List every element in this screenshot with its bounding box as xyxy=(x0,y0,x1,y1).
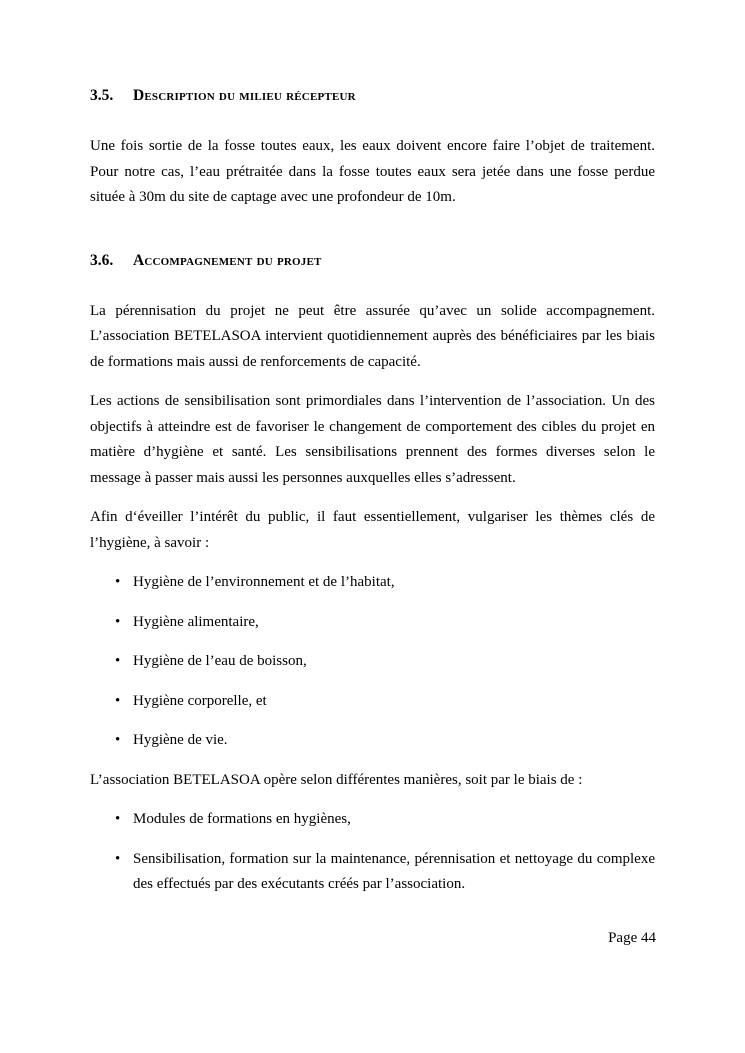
page-number: Page 44 xyxy=(608,930,656,946)
hygiene-list xyxy=(90,570,655,754)
paragraph-association-opere: L’association BETELASOA opère selon différentes manières, soit par le biais de : xyxy=(90,771,583,788)
modes-list xyxy=(90,807,655,898)
paragraph-sensibilisation: Les actions de sensibilisation sont primordiales dans l’intervention de l’association. Un des objectifs à atteindre est de favoriser le changement de comportement des cibles du projet en matière d’hygiène et santé. Les sensibilisations prennent des formes diverses selon le message à passer mais aussi les personnes auxquelles elles s’adressent. xyxy=(90,393,655,486)
paragraph-perennisation: La pérennisation du projet ne peut être assurée qu’avec un solide accompagnement. L’association BETELASOA intervient quotidiennement auprès des bénéficiaires par les biais de formations mais aussi de renforcements de capacité. xyxy=(90,302,655,370)
list-item: • Hygiène corporelle, et xyxy=(90,689,655,715)
section-number: 3.6. xyxy=(90,251,114,269)
list-item: • Hygiène de l’eau de boisson, xyxy=(90,649,655,675)
section-title: Description du milieu récepteur xyxy=(133,87,356,104)
list-item: • Hygiène de vie. xyxy=(90,728,655,754)
paragraph-milieu-recepteur: Une fois sortie de la fosse toutes eaux, les eaux doivent encore faire l’objet de traitement. Pour notre cas, l’eau prétraitée dans la fosse toutes eaux sera jetée dans une fosse perdue située à 30m du site de captage avec une profondeur de 10m. xyxy=(90,138,655,205)
section-heading-3-6 xyxy=(90,251,655,271)
list-item: • Hygiène de l’environnement et de l’habitat, xyxy=(90,570,655,596)
list-item: • Hygiène alimentaire, xyxy=(90,610,655,636)
section-heading-3-5 xyxy=(90,86,655,106)
section-number: 3.5. xyxy=(90,87,114,104)
paragraph-themes-cles: Afin d‘éveiller l’intérêt du public, il faut essentiellement, vulgariser les thèmes clés de l’hygiène, à savoir : xyxy=(90,509,655,551)
list-item: • Modules de formations en hygiènes, xyxy=(90,807,655,833)
section-title: Accompagnement du projet xyxy=(133,251,322,269)
list-item: • Sensibilisation, formation sur la maintenance, pérennisation et nettoyage du complexe des effectués par des exécutants créés par l’association. xyxy=(90,847,655,898)
